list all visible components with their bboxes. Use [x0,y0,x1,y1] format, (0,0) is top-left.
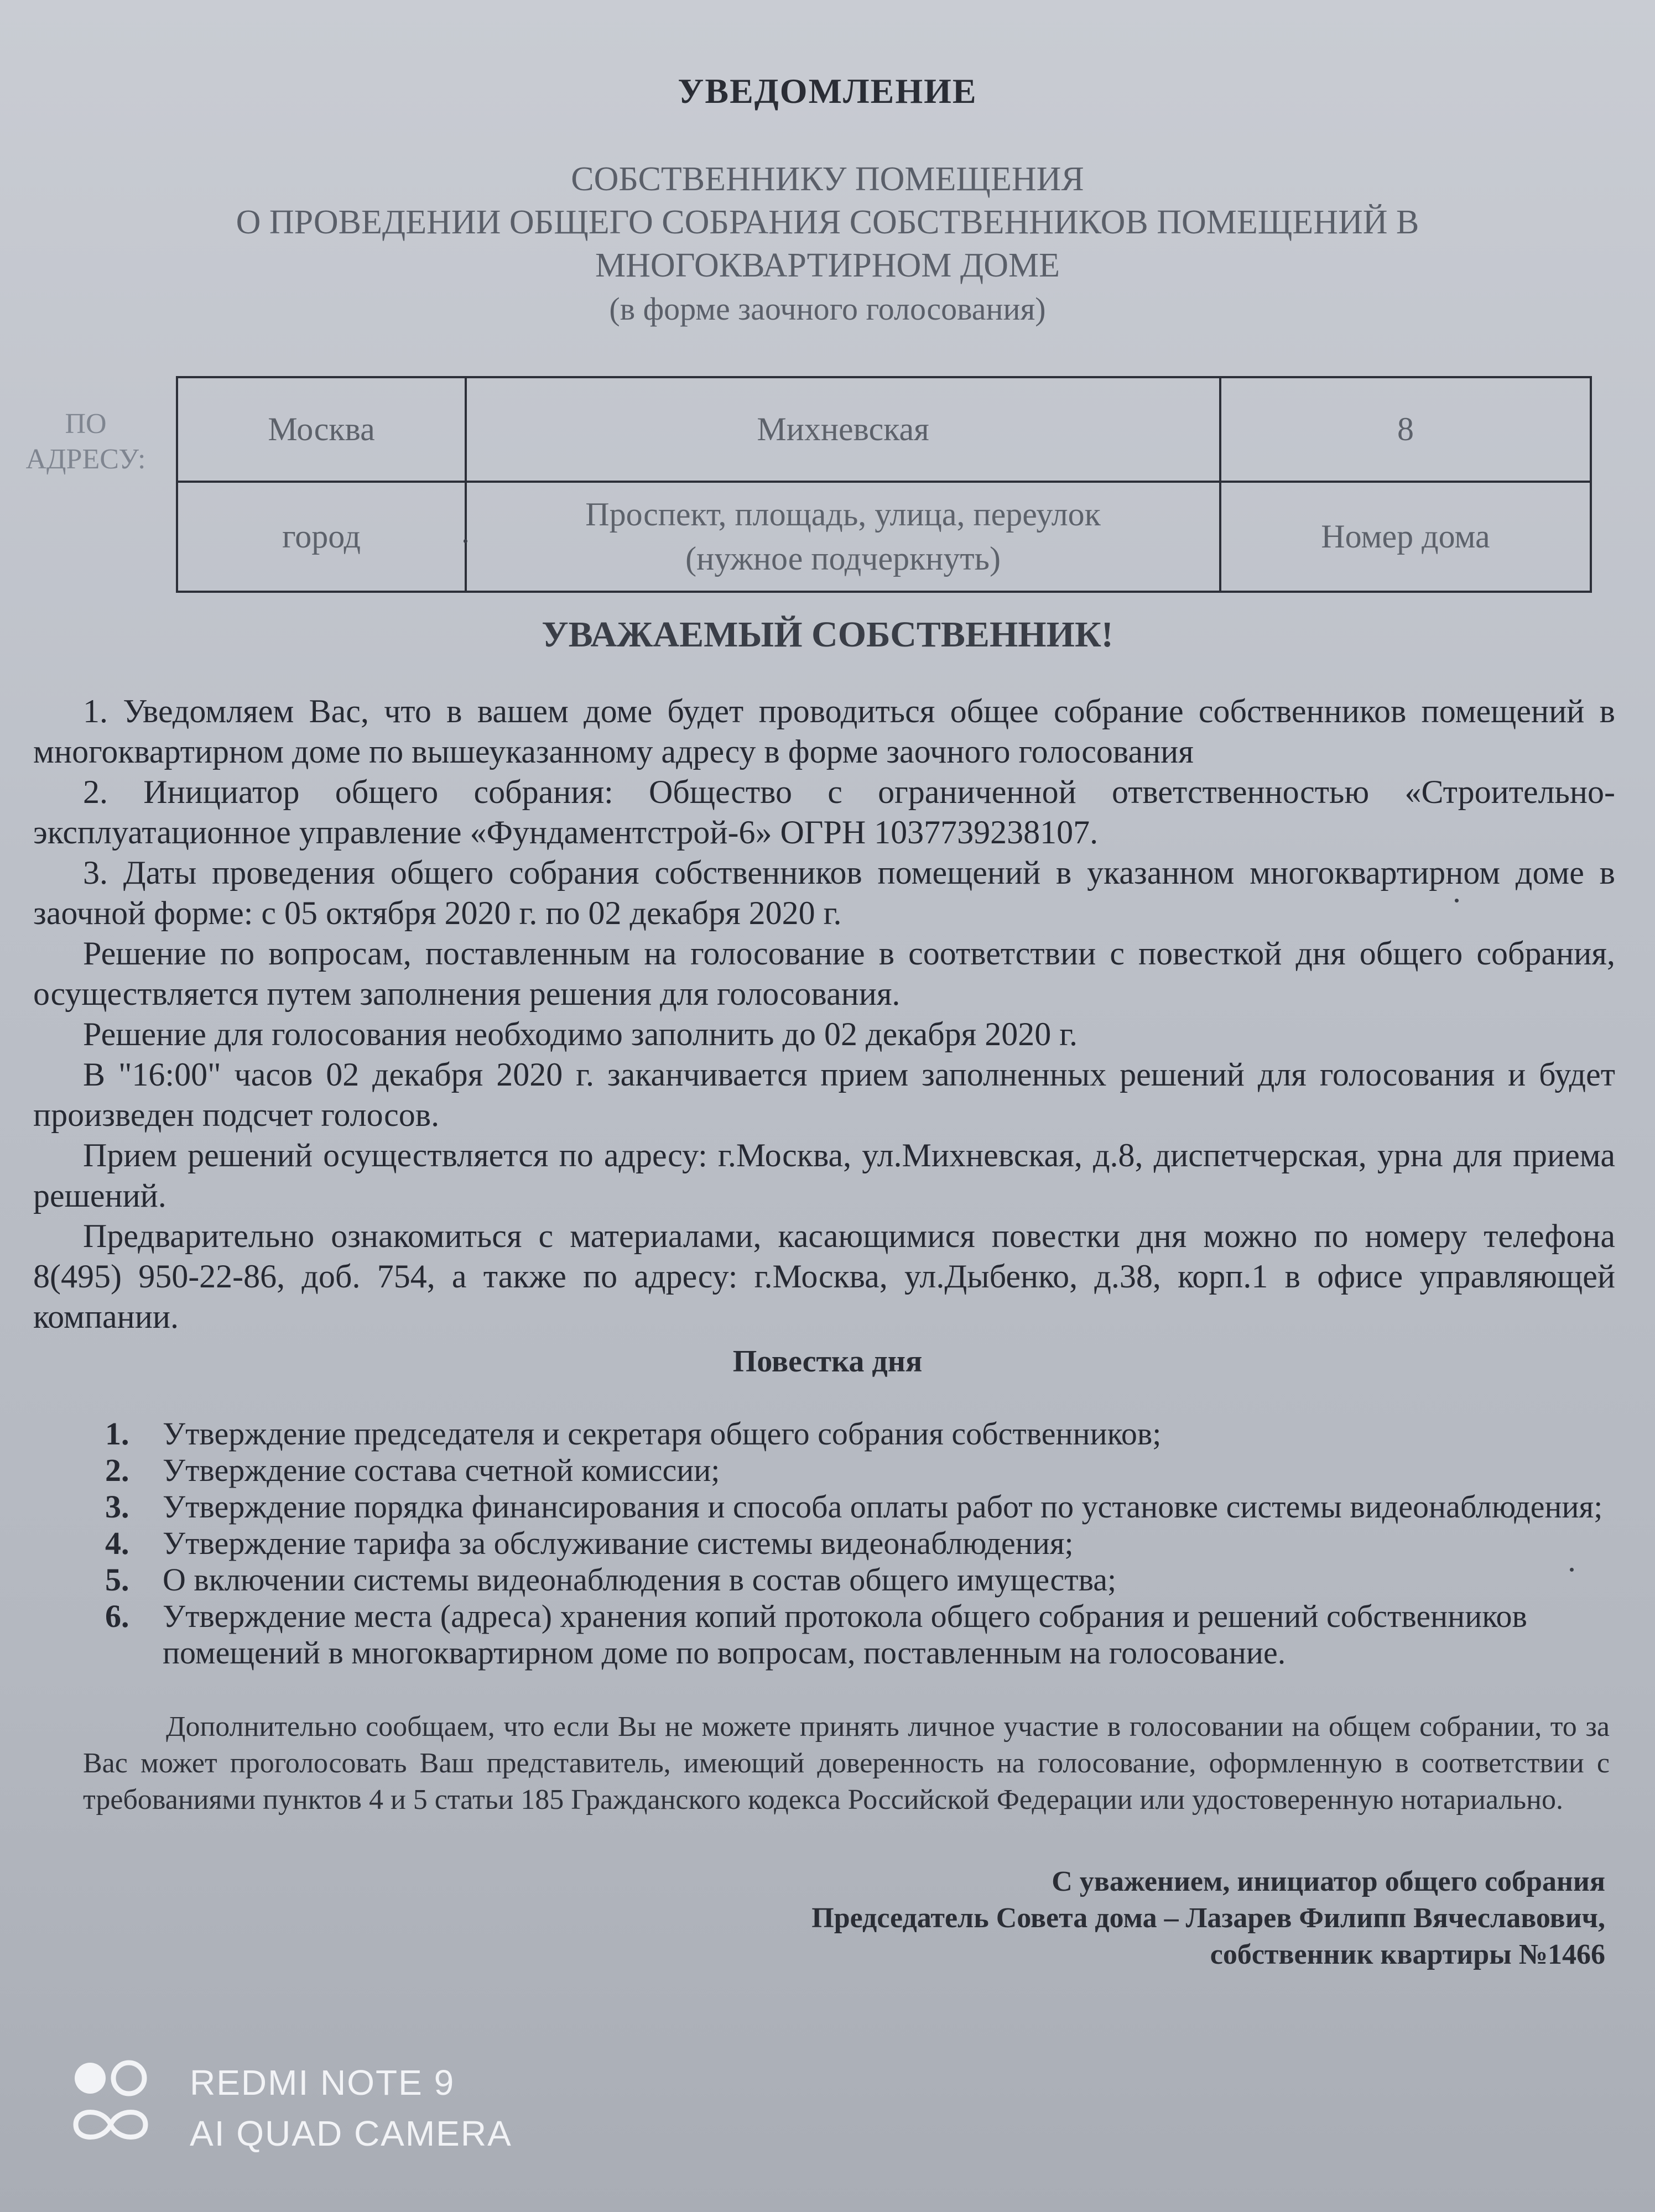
agenda-item-number: 4. [105,1525,129,1561]
agenda-item [105,1598,1610,1671]
address-captions-row [177,482,1591,592]
paper-speck [464,539,467,543]
document-title: УВЕДОМЛЕНИЕ [678,71,977,111]
address-table [176,376,1592,593]
proxy-note-text: Дополнительно сообщаем, что если Вы не можете принять личное участие в голосовании на общем собрании, то за Вас может проголосовать Ваш представитель, имеющий доверенность на голосование, оформленную в соответствии с требованиями пунктов 4 и 5 статьи 185 Гражданского кодекса Российской Федерации или удостоверенную нотариально. [83,1711,1610,1815]
notice-body [33,691,1615,1337]
address-values-row [177,377,1591,482]
body-paragraph-2: 2. Инициатор общего собрания: Общество с ограниченной ответственностью «Строительно-эксплуатационное управление «Фундаментстрой-6» ОГРН 1037739238107. [33,774,1615,851]
agenda-item [105,1452,1610,1489]
agenda-item-number: 1. [105,1416,129,1452]
agenda-item-number: 2. [105,1452,129,1488]
agenda-title: Повестка дня [732,1344,923,1379]
agenda-item-text: Утверждение тарифа за обслуживание системы видеонаблюдения; [163,1525,1074,1561]
agenda-item [105,1525,1610,1562]
signature-line-3: собственник квартиры №1466 [1210,1939,1605,1970]
signature-block [811,1864,1605,1973]
body-paragraph-6: В "16:00" часов 02 декабря 2020 г. заканчивается прием заполненных решений для голосования и будет произведен подсчет голосов. [33,1056,1615,1133]
address-label [22,406,149,477]
watermark-line-1: REDMI NOTE 9 [190,2063,455,2103]
agenda-item-number: 3. [105,1489,129,1525]
body-paragraph-3: 3. Даты проведения общего собрания собственников помещений в указанном многоквартирном доме в заочной форме: с 05 октября 2020 г. по 02 декабря 2020 г. [33,854,1615,931]
camera-logo-icon [69,2057,152,2146]
watermark-line-2: AI QUAD CAMERA [190,2114,512,2153]
city-value: Москва [177,377,466,482]
subtitle-line-3: МНОГОКВАРТИРНОМ ДОМЕ [595,247,1060,284]
house-caption: Номер дома [1220,482,1591,592]
street-caption [466,482,1220,592]
subtitle-line-4: (в форме заочного голосования) [609,291,1046,327]
proxy-note [83,1709,1610,1818]
agenda-item [105,1489,1610,1525]
city-caption: город [177,482,466,592]
subtitle-line-1: СОБСТВЕННИКУ ПОМЕЩЕНИЯ [571,160,1084,198]
body-paragraph-7: Прием решений осуществляется по адресу: г.Москва, ул.Михневская, д.8, диспетчерская, урна для приема решений. [33,1137,1615,1214]
agenda-item-number: 6. [105,1598,129,1634]
paper-speck [1570,1568,1574,1572]
address-label-line-1: ПО [65,408,107,440]
agenda-item-text: Утверждение председателя и секретаря общего собрания собственников; [163,1416,1162,1452]
paper-speck [1455,899,1459,902]
agenda-item-text: Утверждение места (адреса) хранения копий протокола общего собрания и решений собственников помещений в многоквартирном доме по вопросам, поставленным на голосование. [163,1598,1527,1671]
street-value: Михневская [466,377,1220,482]
agenda-list [105,1416,1610,1671]
body-paragraph-5: Решение для голосования необходимо заполнить до 02 декабря 2020 г. [83,1016,1078,1052]
body-paragraph-8: Предварительно ознакомиться с материалами, касающимися повестки дня можно по номеру телефона 8(495) 950-22-86, доб. 754, а также по адресу: г.Москва, ул.Дыбенко, д.38, корп.1 в офисе управляющей компании. [33,1218,1615,1335]
signature-line-2: Председатель Совета дома – Лазарев Филипп Вячеславович, [811,1902,1605,1934]
camera-watermark [69,2057,567,2151]
subtitle-line-2: О ПРОВЕДЕНИИ ОБЩЕГО СОБРАНИЯ СОБСТВЕННИКОВ ПОМЕЩЕНИЙ В [236,204,1419,241]
agenda-item-text: О включении системы видеонаблюдения в состав общего имущества; [163,1562,1117,1598]
agenda-item [105,1562,1610,1598]
body-paragraph-4: Решение по вопросам, поставленным на голосование в соответствии с повесткой дня общего собрания, осуществляется путем заполнения решения для голосования. [33,935,1615,1012]
agenda-item-text: Утверждение состава счетной комиссии; [163,1452,720,1488]
address-label-line-2: АДРЕСУ: [25,444,146,475]
watermark-text [190,2057,512,2159]
agenda-item-text: Утверждение порядка финансирования и способа оплаты работ по установке системы видеонаблюдения; [163,1489,1603,1525]
agenda-item [105,1416,1610,1452]
signature-line-1: С уважением, инициатор общего собрания [1052,1866,1605,1897]
house-value: 8 [1220,377,1591,482]
body-paragraph-1: 1. Уведомляем Вас, что в вашем доме будет проводиться общее собрание собственников помещений в многоквартирном доме по вышеуказанному адресу в форме заочного голосования [33,693,1615,770]
street-caption-line-1: Проспект, площадь, улица, переулок [585,496,1101,533]
street-caption-line-2: (нужное подчеркнуть) [685,540,1001,577]
greeting-heading: УВАЖАЕМЫЙ СОБСТВЕННИК! [542,614,1113,655]
agenda-item-number: 5. [105,1562,129,1598]
